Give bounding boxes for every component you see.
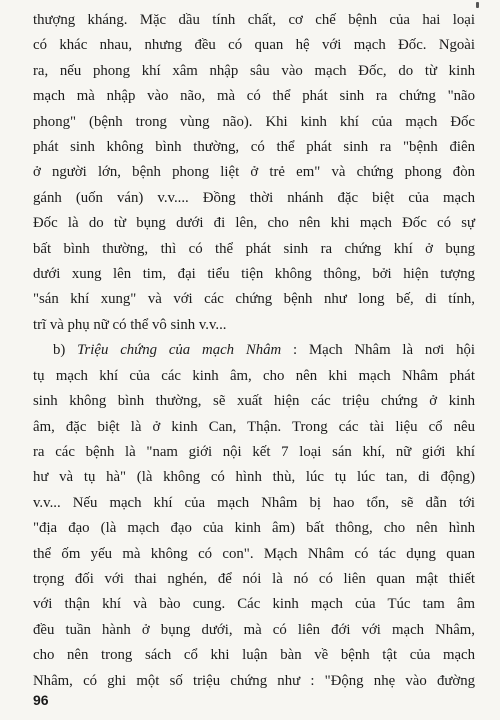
text-line: thể ốm yếu mà không có con". Mạch Nhâm có tác dụng quan (33, 545, 475, 562)
scan-mark (476, 2, 479, 8)
text-line: dưới xung lên tim, đại tiểu tiện không thông, bởi hiện tượng (33, 266, 475, 283)
text-line: đều tuần hành ở bụng dưới, mà có liên đới với mạch Nhâm, (33, 621, 475, 638)
text-line: tụ mạch khí của các kinh âm, cho nên khi mạch Nhâm phát (33, 367, 475, 384)
paragraph-end-line: trĩ và phụ nữ có thể vô sinh v.v... (33, 316, 227, 333)
text-line: cho nên trong sách cổ khi luận bàn về bệnh tật của mạch (33, 647, 475, 664)
text-line: trọng đối với thai nghén, để nói là nó có liên quan mật thiết (33, 570, 475, 587)
text-line: có khác nhau, nhưng đều có quan hệ với mạch Đốc. Ngoài (33, 37, 475, 54)
text-line: âm, đặc biệt là ở kinh Can, Thận. Trong các tài liệu cổ nêu (33, 418, 475, 435)
text-line: bất bình thường, thì có thể phát sinh ra chứng khí ở bụng (33, 240, 475, 257)
text-line: ở người lớn, bệnh phong liệt ở trẻ em" và chứng phong đòn (33, 164, 475, 181)
section-b-heading: Triệu chứng của mạch Nhâm (77, 342, 282, 359)
text-line: "địa đạo (là mạch đạo của kinh âm) bất thông, cho nên hình (33, 520, 475, 537)
text-line: phong" (bệnh trong vùng não). Khi kinh khí của mạch Đốc (33, 113, 475, 130)
text-line: ra, nếu phong khí xâm nhập sâu vào mạch Đốc, do từ kinh (33, 62, 475, 79)
text-line: hư và tụ hà" (là không có hình thù, lúc tụ lúc tan, di động) (33, 469, 475, 486)
page-number: 96 (33, 692, 49, 708)
text-line: Nhâm, có ghi một số triệu chứng như : "Động nhẹ vào đường (33, 672, 475, 689)
text-line: với thận khí và bào cung. Các kinh mạch của Túc tam âm (33, 596, 475, 613)
text-line: gánh (uốn ván) v.v.... Đồng thời nhánh đặc biệt của mạch (33, 189, 475, 206)
text-line: v.v... Nếu mạch khí của mạch Nhâm bị hao tổn, sẽ dẫn tới (33, 494, 475, 511)
text-line: thượng kháng. Mặc dầu tính chất, cơ chế bệnh của hai loại (33, 12, 475, 28)
text-line: sinh không bình thường, sẽ xuất hiện các triệu chứng ở kinh (33, 393, 475, 410)
section-b-text: : Mạch Nhâm là nơi hội (281, 342, 475, 359)
body-text (33, 8, 475, 694)
text-line: phát sinh không bình thường, có thể phát sinh ra "bệnh điên (33, 139, 475, 156)
text-line: "sán khí xung" và với các chứng bệnh như long bế, di tính, (33, 291, 475, 308)
text-line: Đốc là do từ bụng dưới đi lên, cho nên khi mạch Đốc có sự (33, 215, 475, 232)
section-b-first-line (33, 338, 475, 363)
text-line: ra các bệnh là "nam giới nội kết 7 loại sán khí, nữ giới khí (33, 443, 475, 460)
text-line: mạch mà nhập vào não, mà có thể phát sinh ra chứng "não (33, 88, 475, 105)
section-b-label: b) (53, 342, 66, 359)
